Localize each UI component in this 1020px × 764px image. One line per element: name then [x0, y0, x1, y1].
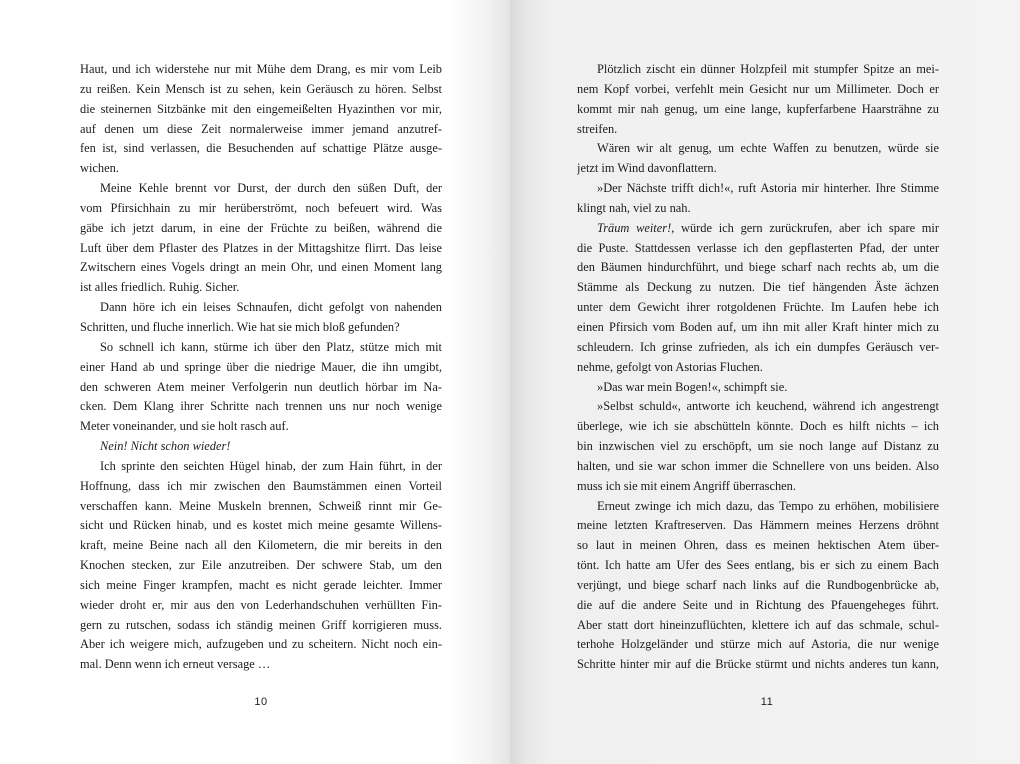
text-line: die auf die andere Seite und in Richtung des Pfauengeheges führt.: [577, 597, 939, 612]
text-line: Ich sprinte den seichten Hügel hinab, der zum Hain führt, in der: [100, 458, 442, 473]
text-line: wichen.: [80, 161, 119, 176]
text-line: bin inzwischen viel zu erschöpft, um sie noch lange auf Distanz zu: [577, 439, 939, 454]
text-line: den Bäumen hindurchführt, und biege scharf nach rechts ab, um die: [577, 260, 939, 275]
left-page-text: [80, 60, 442, 675]
text-line: Knochen stecken, zur Eile anzutreiben. Der schwere Stab, um den: [80, 558, 442, 573]
text-line: vom Pfirsichhain zu mir herüberströmt, noch befeuert wird. Was: [80, 200, 442, 215]
text-line: kommt mir nah genug, um eine lange, kupferfarbene Haarsträhne zu: [577, 101, 939, 116]
text-line: wieder droht er, mir aus den von Lederhandschuhen verhüllten Fin-: [80, 597, 442, 612]
text-line: »Der Nächste trifft dich!«, ruft Astoria mir hinterher. Ihre Stimme: [597, 181, 939, 196]
text-line: verjüngt, und biege scharf nach links auf die Rundbogenbrücke ab,: [577, 577, 939, 592]
text-line: Haut, und ich widerstehe nur mit Mühe dem Drang, es mir vom Leib: [80, 62, 442, 76]
text-line: mal. Denn wenn ich erneut versage …: [80, 657, 271, 672]
text-line: muss ich sie mit einem Angriff überraschen.: [577, 478, 796, 493]
text-line: Dann höre ich ein leises Schnaufen, dicht gefolgt von nahenden: [100, 300, 442, 315]
line-text: , würde ich gern zurückrufen, aber ich spare mir: [671, 220, 939, 235]
text-line: Nein! Nicht schon wieder!: [100, 439, 231, 454]
text-line: Erneut zwinge ich mich dazu, das Tempo zu erhöhen, mobilisiere: [597, 498, 939, 513]
text-line: So schnell ich kann, stürme ich über den Platz, stütze mich mit: [100, 339, 442, 354]
text-line: Schritte hinter mir auf die Brücke stürmt und nichts anderes tun kann,: [577, 657, 939, 672]
text-line: verschaffen kann. Meine Muskeln brennen, Schweiß rinnt mir Ge-: [80, 498, 442, 513]
text-line: den schweren Atem meiner Verfolgerin nun deutlich hörbar im Na-: [80, 379, 442, 394]
text-line: die steinernen Sitzbänke mit den eingemeißelten Hyazinthen vor mir,: [80, 101, 442, 116]
text-line: meine letzten Kraftreserven. Das Hämmern meines Herzens dröhnt: [577, 518, 939, 533]
page-number-left: 10: [254, 696, 268, 708]
right-page: [510, 0, 1020, 764]
text-line: einer Hand ab und springe über die niedrige Mauer, die ihn umgibt,: [80, 359, 442, 374]
text-line: Luft über dem Pflaster des Platzes in der Mittagshitze flirrt. Das leise: [80, 240, 442, 255]
text-line: die Puste. Stattdessen verlasse ich den gepflasterten Pfad, der unter: [577, 240, 939, 255]
text-line: kraft, meine Beine nach all den Kilometern, die mir bereits in den: [80, 538, 442, 553]
text-line: Aber ich weigere mich, aufzugeben und zu scheitern. Nicht noch ein-: [80, 637, 442, 652]
text-line: Zwitschern eines Vogels dringt an mein Ohr, und einen Moment lang: [80, 260, 442, 275]
text-line: »Selbst schuld«, antworte ich keuchend, während ich angestrengt: [597, 399, 939, 414]
text-line: Stämme als Deckung zu nutzen. Die tief hängenden Äste ächzen: [577, 280, 939, 295]
text-line: auf denen um diese Zeit normalerweise immer jemand anzutref-: [80, 121, 442, 136]
text-line: halten, und sie war schon immer die Schnellere von uns beiden. Also: [577, 458, 939, 473]
italic-phrase: Träum weiter!: [597, 220, 672, 235]
text-line: zu reißen. Kein Mensch ist zu sehen, kein Geräusch zu hören. Selbst: [80, 81, 442, 96]
text-line: tönt. Ich hatte am Ufer des Sees entlang, bis er sich zu einem Bach: [577, 558, 939, 573]
right-page-text: [577, 60, 939, 675]
text-line: sicht und Rücken hinab, und es kostet mich meine gesamte Willens-: [80, 518, 442, 533]
text-line: jetzt im Wind davonflattern.: [577, 161, 717, 176]
text-line: Meine Kehle brennt vor Durst, der durch den süßen Duft, der: [100, 181, 442, 196]
text-line: Hoffnung, dass ich mir zwischen den Baumstämmen einen Vorteil: [80, 478, 442, 493]
text-line: Plötzlich zischt ein dünner Holzpfeil mit stumpfer Spitze an mei-: [597, 62, 939, 76]
text-line: Meter voneinander, und sie holt rasch auf.: [80, 419, 289, 434]
text-line: fen ist, sind verlassen, die Besuchenden auf schattige Plätze ausge-: [80, 141, 442, 156]
text-line: gern zu rutschen, sodass ich ständig meinen Griff korrigieren muss.: [80, 617, 442, 632]
text-line: Wären wir alt genug, um echte Waffen zu benutzen, würde sie: [597, 141, 939, 156]
text-line: unter dem Gewicht ihrer rotgoldenen Früchte. Im Laufen hebe ich: [577, 300, 939, 315]
text-line: »Das war mein Bogen!«, schimpft sie.: [597, 379, 788, 394]
text-line: streifen.: [577, 121, 618, 136]
text-line: schleudern. Ich grinse zufrieden, als ich ein dumpfes Geräusch ver-: [577, 339, 939, 354]
page-number-right: 11: [760, 696, 774, 708]
text-line: Schritten, und fluche innerlich. Wie hat sie mich bloß gefunden?: [80, 319, 400, 334]
text-line: sich meine Finger krampfen, macht es nicht gerade leichter. Immer: [80, 577, 442, 592]
text-line: Aber statt dort hineinzuflüchten, klettere ich auf das schmale, schul-: [577, 617, 939, 632]
text-line: cken. Dem Klang ihrer Schritte nach trennen uns nur noch wenige: [80, 399, 442, 414]
text-line: überlege, wie ich sie abschütteln könnte. Doch es hilft nichts – ich: [577, 419, 939, 434]
text-line: so laut in meinen Ohren, dass es meinen hektischen Atem über-: [577, 538, 939, 553]
text-line: gäbe ich jetzt darum, in eine der Früchte zu beißen, während die: [80, 220, 442, 235]
text-line: klingt nah, viel zu nah.: [577, 200, 691, 215]
text-line: [577, 219, 939, 239]
text-line: nem Kopf vorbei, verfehlt mein Gesicht nur um Millimeter. Doch er: [577, 81, 939, 96]
text-line: einen Pfirsich vom Boden auf, um ihn mit aller Kraft hinter mich zu: [577, 319, 939, 334]
text-line: terhohe Holzgeländer und stürze mich auf Astoria, die nur wenige: [577, 637, 939, 652]
text-line: ist alles friedlich. Ruhig. Sicher.: [80, 280, 240, 295]
text-line: nehme, gefolgt von Astorias Fluchen.: [577, 359, 763, 374]
